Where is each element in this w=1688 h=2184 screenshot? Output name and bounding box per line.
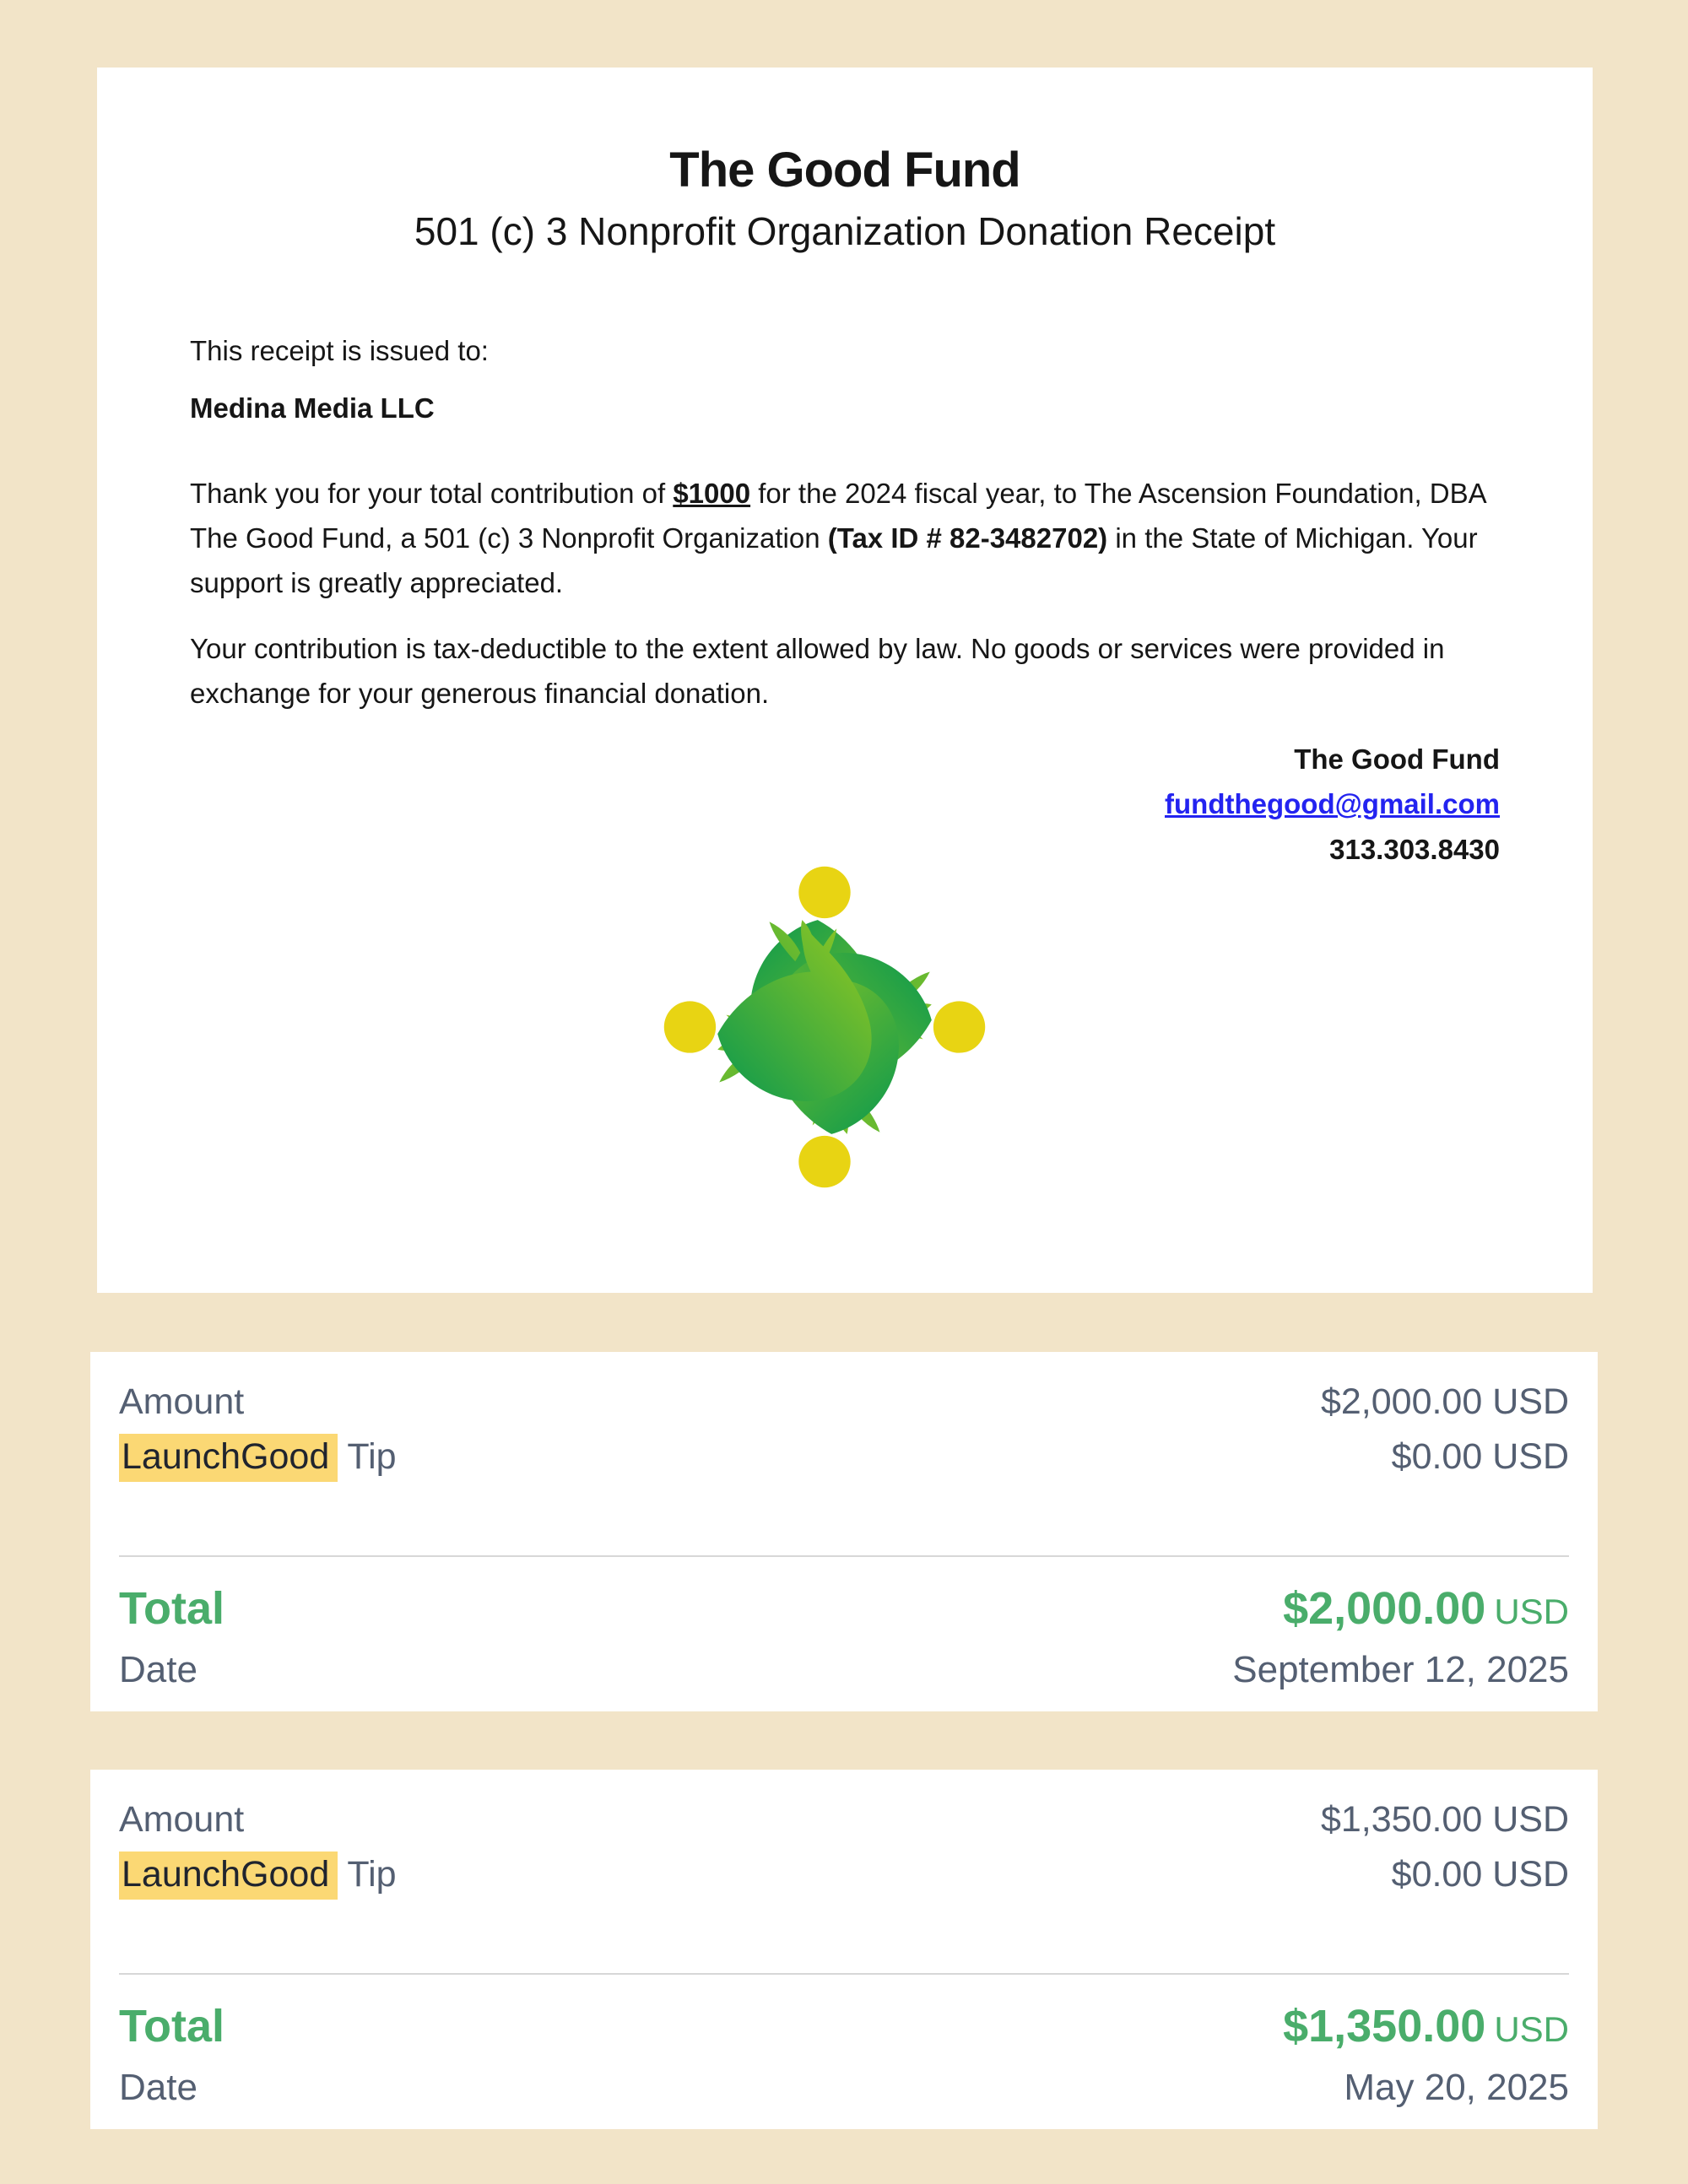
total-currency: USD [1494, 1591, 1569, 1631]
tip-suffix: Tip [338, 1854, 397, 1895]
date-label: Date [119, 1649, 197, 1691]
total-label: Total [119, 1582, 225, 1634]
thanks-mid: for the 2024 fiscal year, to The Ascension Foundation, DBA The Good Fund, a 501 (c) 3 Nonprofit Organization [190, 478, 1485, 554]
total-row [119, 1995, 1569, 2058]
total-amount: $1,350.00 [1283, 2000, 1486, 2052]
tip-label [119, 1432, 397, 1482]
hands-circle-logo-icon [635, 837, 1014, 1217]
issued-to-label: This receipt is issued to: [190, 335, 489, 366]
recipient-name: Medina Media LLC [190, 392, 435, 424]
amount-label: Amount [119, 1381, 245, 1422]
date-label: Date [119, 2067, 197, 2109]
receipt-card-2 [90, 1770, 1598, 2129]
donation-letter-card [97, 68, 1593, 1293]
date-row [119, 1645, 1569, 1696]
tip-row [119, 1850, 1569, 1900]
tip-row [119, 1432, 1569, 1482]
divider [119, 1973, 1569, 1975]
date-value: September 12, 2025 [1232, 1649, 1569, 1691]
total-row [119, 1577, 1569, 1641]
total-currency: USD [1494, 2008, 1569, 2049]
amount-row [119, 1377, 1569, 1427]
tip-suffix: Tip [338, 1436, 397, 1478]
amount-row [119, 1795, 1569, 1845]
contribution-amount: $1000 [673, 478, 751, 509]
date-row [119, 2062, 1569, 2114]
tip-value: $0.00 USD [1391, 1436, 1569, 1478]
thanks-pre: Thank you for your total contribution of [190, 478, 674, 509]
email-link[interactable]: fundthegood@gmail.com [1165, 788, 1500, 820]
good-fund-logo [635, 837, 1014, 1217]
amount-label: Amount [119, 1799, 245, 1840]
receipt-subtitle: 501 (c) 3 Nonprofit Organization Donation Receipt [414, 209, 1276, 253]
tip-label [119, 1850, 397, 1900]
contact-name: The Good Fund [1294, 743, 1500, 775]
receipt-card-1 [90, 1352, 1598, 1711]
total-value [1283, 1995, 1569, 2058]
total-label: Total [119, 2000, 225, 2052]
amount-value: $2,000.00 USD [1320, 1381, 1569, 1422]
tip-value: $0.00 USD [1391, 1854, 1569, 1895]
org-title: The Good Fund [669, 143, 1020, 197]
date-value: May 20, 2025 [1344, 2067, 1569, 2109]
contact-phone: 313.303.8430 [1329, 833, 1500, 865]
contact-email-row [190, 781, 1500, 826]
deductible-paragraph: Your contribution is tax-deductible to the extent allowed by law. No goods or services were provided in exchange for your generous financial donation. [190, 633, 1445, 710]
tax-id: (Tax ID # 82-3482702) [827, 522, 1108, 554]
thanks-post: in the State of Michigan. Your support is greatly appreciated. [190, 522, 1478, 598]
launchgood-brand-highlight: LaunchGood [119, 1434, 338, 1482]
total-value [1283, 1577, 1569, 1641]
launchgood-brand-highlight: LaunchGood [119, 1852, 338, 1900]
divider [119, 1555, 1569, 1557]
amount-value: $1,350.00 USD [1320, 1799, 1569, 1840]
thanks-paragraph [190, 472, 1500, 605]
total-amount: $2,000.00 [1283, 1582, 1486, 1634]
